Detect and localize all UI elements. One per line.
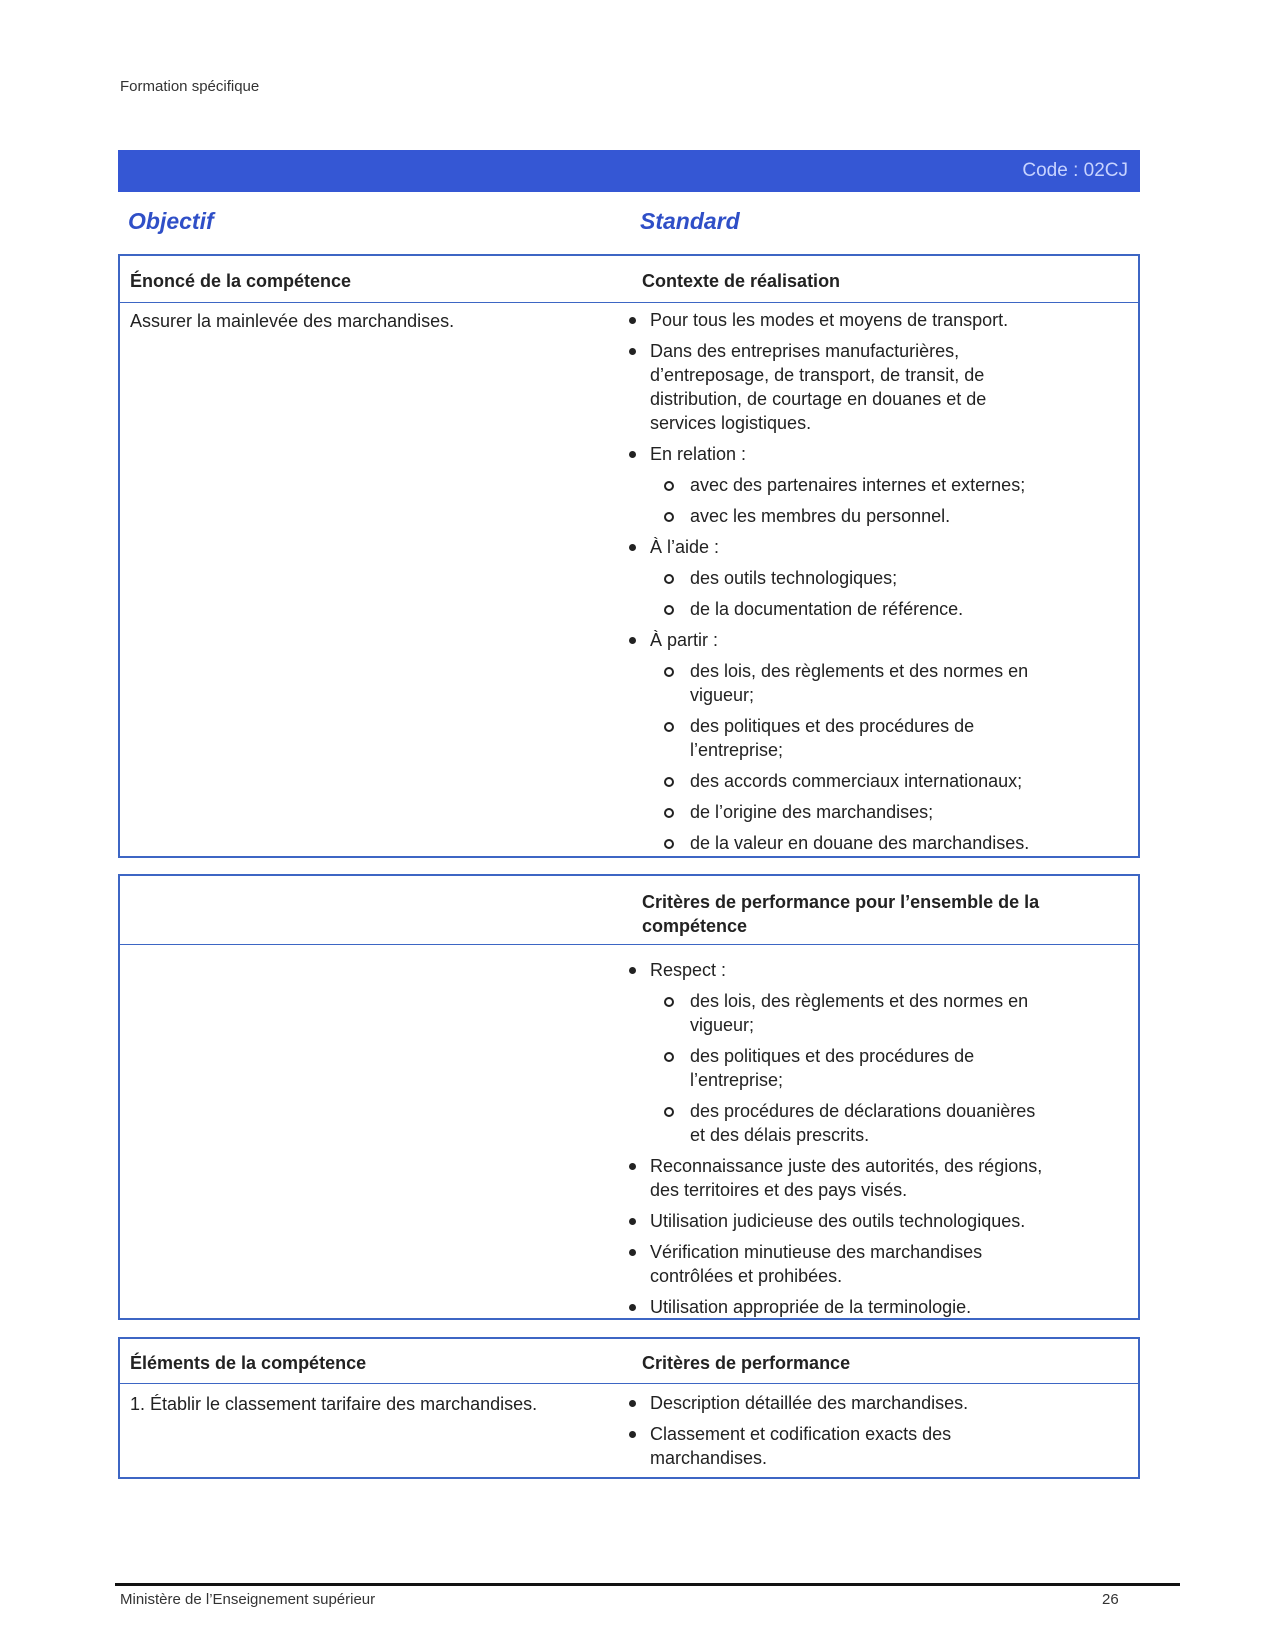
competency-context-box <box>118 254 1140 858</box>
overall-criteria-item-1-line-1: vigueur; <box>690 1015 755 1035</box>
context-item-11-line-0: des accords commerciaux internationaux; <box>690 771 1023 791</box>
standard-heading: Standard <box>640 208 740 234</box>
overall-criteria-item-4-line-1: des territoires et des pays visés. <box>650 1180 908 1200</box>
criteria-item-1 <box>650 1422 951 1470</box>
overall-criteria-item-6-line-1: contrôlées et prohibées. <box>650 1266 843 1286</box>
context-header: Contexte de réalisation <box>642 271 841 291</box>
overall-criteria-item-1-line-0: des lois, des règlements et des normes en <box>690 991 1029 1011</box>
context-item-3-line-0: avec des partenaires internes et externes; <box>690 475 1026 495</box>
overall-criteria-header-line2: compétence <box>642 916 748 936</box>
bullet-icon <box>629 348 636 355</box>
overall-criteria-item-3-line-1: et des délais prescrits. <box>690 1125 870 1145</box>
overall-criteria-item-0-line-0: Respect : <box>650 960 727 980</box>
context-item-5 <box>650 535 719 559</box>
context-item-3 <box>690 473 1025 497</box>
context-item-13 <box>690 831 1029 855</box>
context-item-2 <box>650 442 746 466</box>
overall-criteria-header-line1: Critères de performance pour l’ensemble de la <box>642 892 1040 912</box>
overall-criteria-item-0 <box>650 958 726 982</box>
overall-criteria-item-7-line-0: Utilisation appropriée de la terminologie. <box>650 1297 972 1317</box>
bullet-icon <box>629 1431 636 1438</box>
footer-ministry: Ministère de l’Enseignement supérieur <box>120 1591 376 1608</box>
objective-heading: Objectif <box>128 208 214 234</box>
overall-criteria-item-2-line-0: des politiques et des procédures de <box>690 1046 975 1066</box>
context-item-7 <box>690 597 963 621</box>
context-item-8-line-0: À partir : <box>650 630 719 650</box>
context-item-12 <box>690 800 933 824</box>
bullet-icon <box>629 967 636 974</box>
context-item-1 <box>650 339 986 435</box>
sub-bullet-icon <box>664 512 674 522</box>
context-item-1-line-2: distribution, de courtage en douanes et de <box>650 389 987 409</box>
overall-criteria-item-4-line-0: Reconnaissance juste des autorités, des régions, <box>650 1156 1043 1176</box>
context-item-6 <box>690 566 897 590</box>
overall-criteria-item-5-line-0: Utilisation judicieuse des outils technologiques. <box>650 1211 1026 1231</box>
sub-bullet-icon <box>664 667 674 677</box>
sub-bullet-icon <box>664 839 674 849</box>
criteria-item-0-line-0: Description détaillée des marchandises. <box>650 1393 969 1413</box>
context-item-4 <box>690 504 950 528</box>
context-item-5-line-0: À l’aide : <box>650 537 720 557</box>
overall-criteria-item-2-line-1: l’entreprise; <box>690 1070 784 1090</box>
overall-criteria-list <box>120 876 1138 1316</box>
context-list <box>120 256 1138 856</box>
overall-criteria-item-6 <box>650 1240 982 1288</box>
element-1: 1. Établir le classement tarifaire des marchandises. <box>130 1394 538 1414</box>
overall-criteria-item-3-line-0: des procédures de déclarations douanières <box>690 1101 1036 1121</box>
page-number: 26 <box>1102 1591 1119 1608</box>
criteria-item-1-line-1: marchandises. <box>650 1448 768 1468</box>
context-item-8 <box>650 628 718 652</box>
context-item-9-line-0: des lois, des règlements et des normes en <box>690 661 1029 681</box>
context-item-11 <box>690 769 1022 793</box>
bullet-icon <box>629 637 636 644</box>
sub-bullet-icon <box>664 808 674 818</box>
bullet-icon <box>629 1218 636 1225</box>
overall-criteria-item-6-line-0: Vérification minutieuse des marchandises <box>650 1242 983 1262</box>
criteria-header: Critères de performance <box>642 1353 851 1373</box>
context-item-10 <box>690 714 974 762</box>
context-item-1-line-3: services logistiques. <box>650 413 812 433</box>
overall-criteria-item-1 <box>690 989 1028 1037</box>
statement-header: Énoncé de la compétence <box>130 271 352 291</box>
criteria-item-0 <box>650 1391 968 1415</box>
bullet-icon <box>629 1163 636 1170</box>
context-item-1-line-1: d’entreposage, de transport, de transit, de <box>650 365 985 385</box>
bullet-icon <box>629 1304 636 1311</box>
sub-bullet-icon <box>664 605 674 615</box>
criteria-list <box>120 1339 1138 1477</box>
context-item-12-line-0: de l’origine des marchandises; <box>690 802 934 822</box>
sub-bullet-icon <box>664 777 674 787</box>
bullet-icon <box>629 544 636 551</box>
overall-criteria-item-3 <box>690 1099 1035 1147</box>
bullet-icon <box>629 317 636 324</box>
context-item-9-line-1: vigueur; <box>690 685 755 705</box>
context-item-0-line-0: Pour tous les modes et moyens de transport. <box>650 310 1009 330</box>
context-item-2-line-0: En relation : <box>650 444 747 464</box>
sub-bullet-icon <box>664 574 674 584</box>
competency-statement: Assurer la mainlevée des marchandises. <box>130 311 455 331</box>
code-bar <box>118 150 1140 192</box>
sub-bullet-icon <box>664 1052 674 1062</box>
bullet-icon <box>629 1400 636 1407</box>
elements-header: Éléments de la compétence <box>130 1353 367 1373</box>
bullet-icon <box>629 1249 636 1256</box>
overall-criteria-item-4 <box>650 1154 1042 1202</box>
elements-box <box>118 1337 1140 1479</box>
context-item-9 <box>690 659 1028 707</box>
bullet-icon <box>629 451 636 458</box>
context-item-10-line-0: des politiques et des procédures de <box>690 716 975 736</box>
context-item-4-line-0: avec les membres du personnel. <box>690 506 951 526</box>
context-item-0 <box>650 308 1008 332</box>
performance-criteria-box <box>118 874 1140 1320</box>
context-item-7-line-0: de la documentation de référence. <box>690 599 964 619</box>
context-item-10-line-1: l’entreprise; <box>690 740 784 760</box>
competency-code: Code : 02CJ <box>1022 160 1128 181</box>
sub-bullet-icon <box>664 481 674 491</box>
criteria-item-1-line-0: Classement et codification exacts des <box>650 1424 952 1444</box>
context-item-13-line-0: de la valeur en douane des marchandises. <box>690 833 1030 853</box>
context-item-1-line-0: Dans des entreprises manufacturières, <box>650 341 960 361</box>
section-label: Formation spécifique <box>120 78 260 95</box>
sub-bullet-icon <box>664 1107 674 1117</box>
overall-criteria-item-2 <box>690 1044 974 1092</box>
overall-criteria-item-7 <box>650 1295 971 1319</box>
sub-bullet-icon <box>664 722 674 732</box>
overall-criteria-item-5 <box>650 1209 1025 1233</box>
context-item-6-line-0: des outils technologiques; <box>690 568 898 588</box>
footer-rule <box>115 1583 1180 1586</box>
sub-bullet-icon <box>664 997 674 1007</box>
